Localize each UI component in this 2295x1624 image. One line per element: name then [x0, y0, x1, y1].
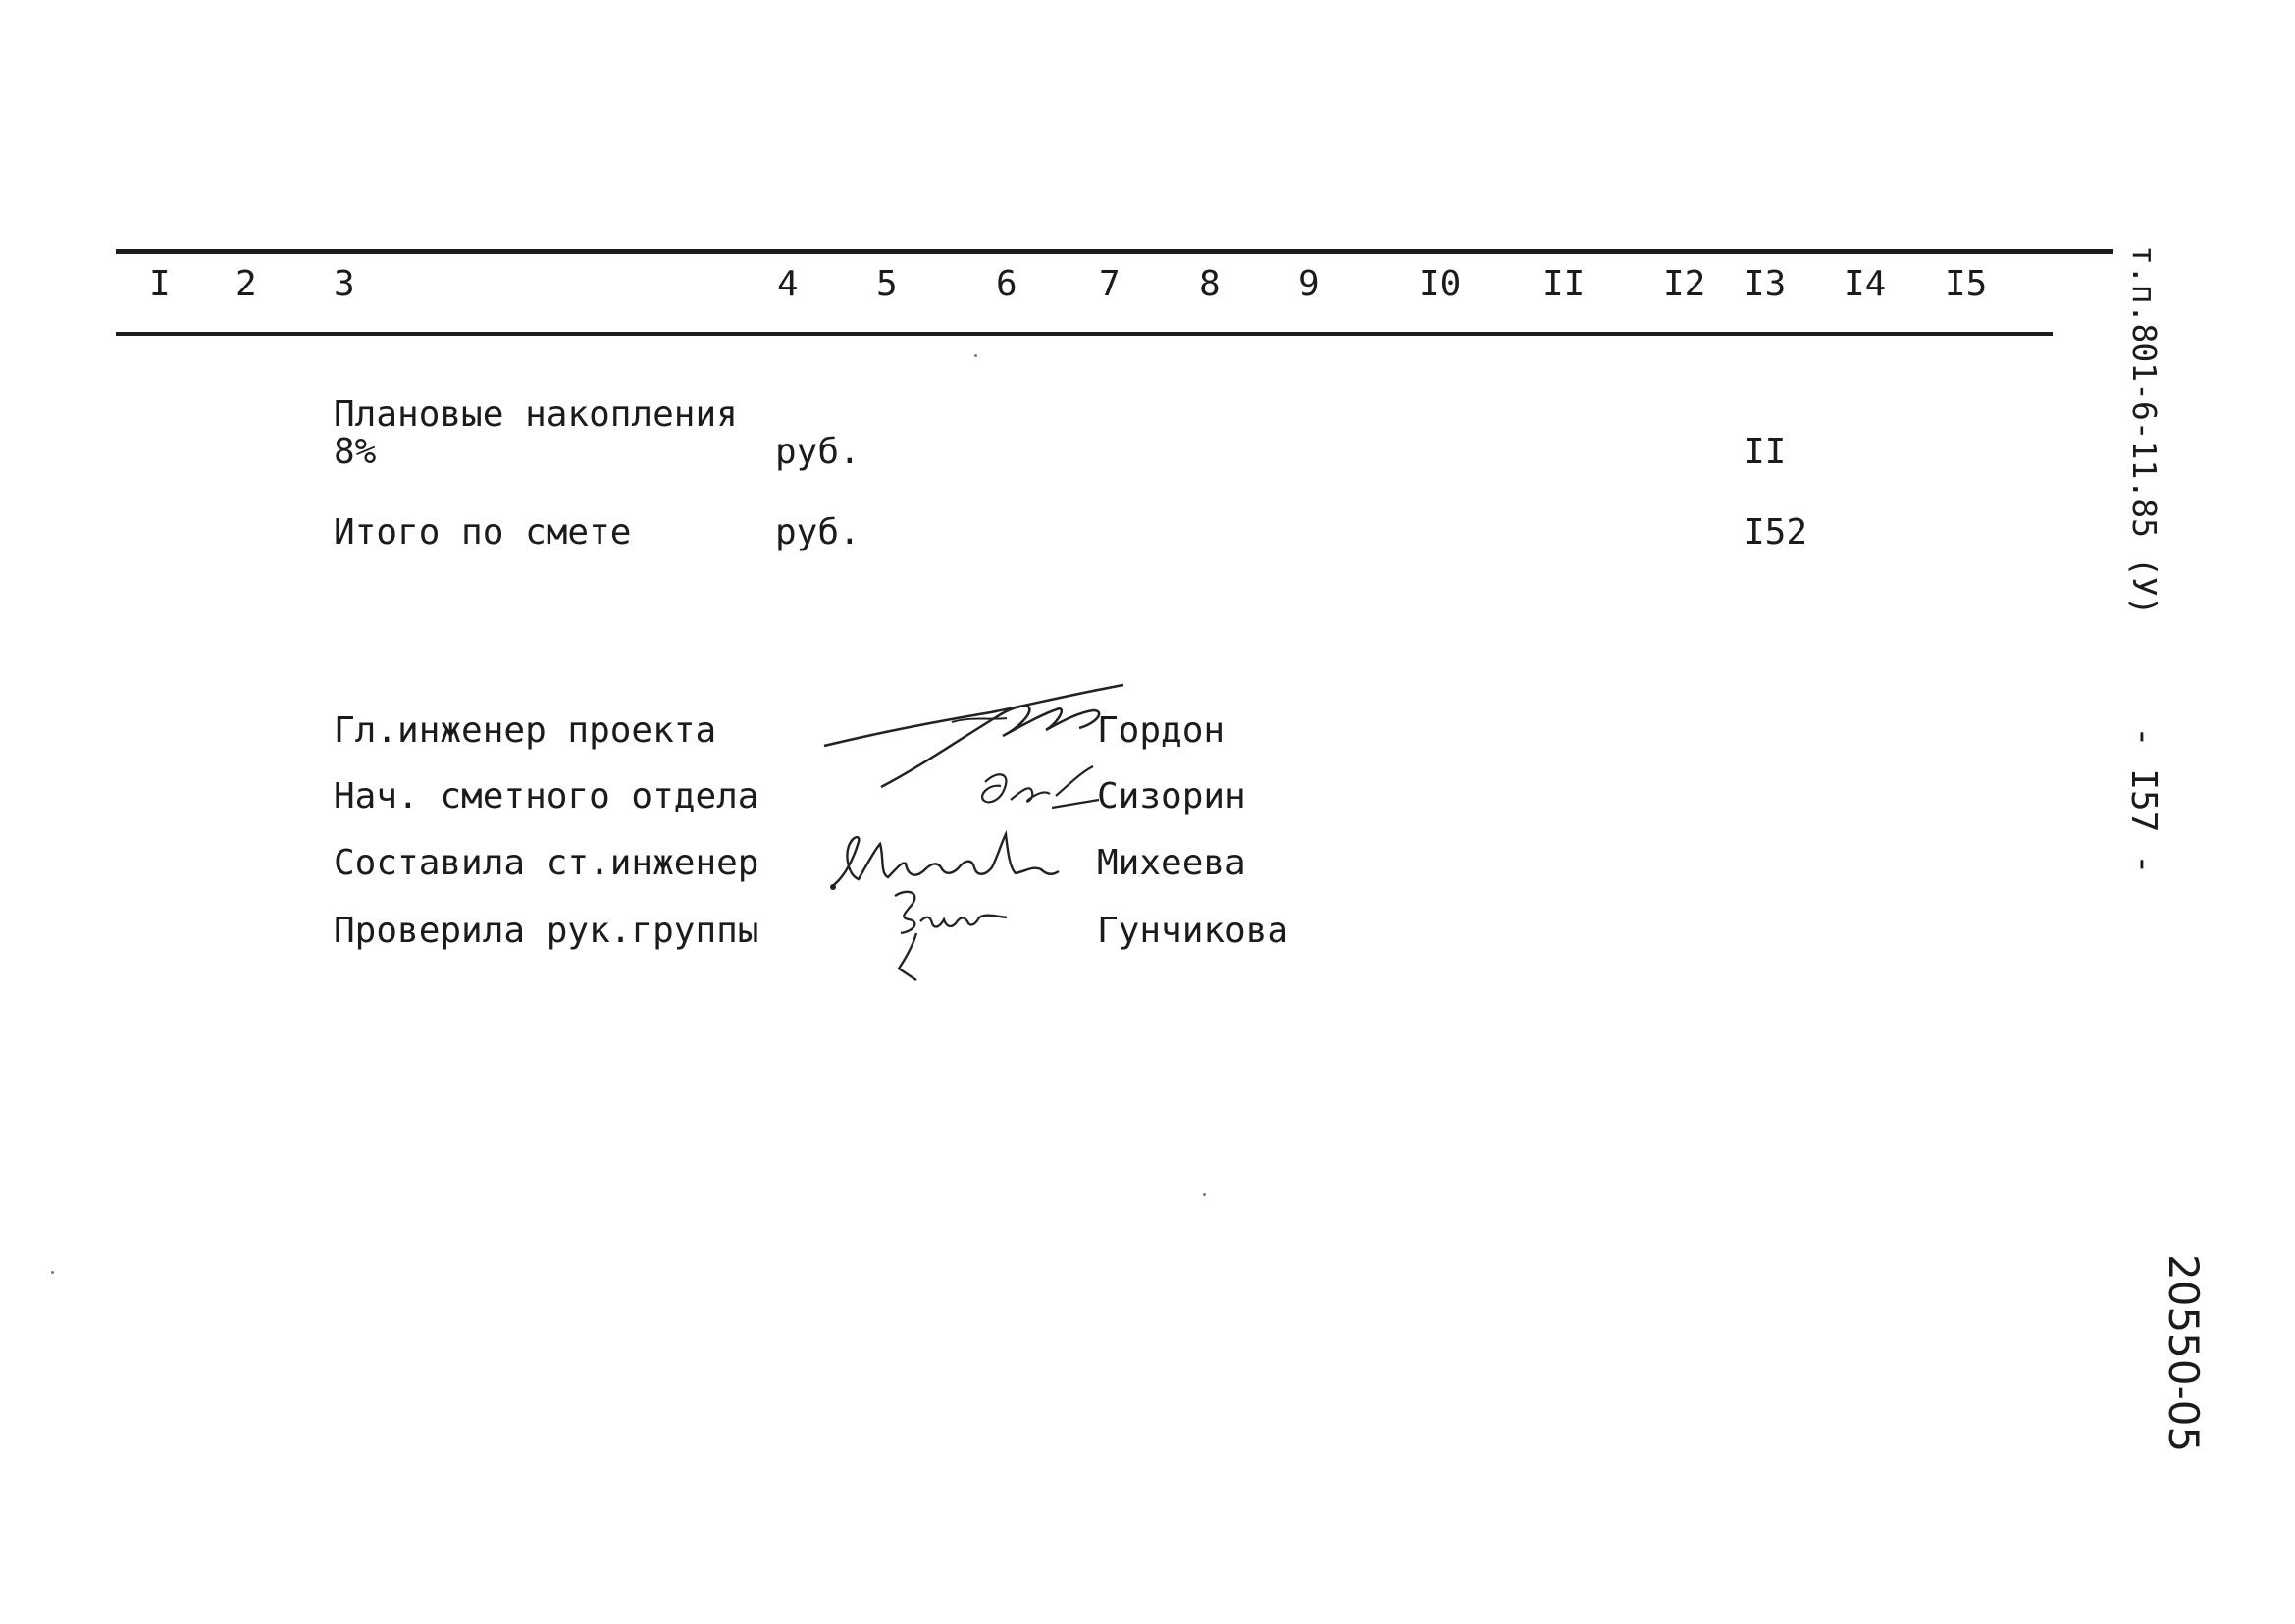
column-number-8: 8 [1199, 264, 1221, 304]
column-number-12: I2 [1663, 264, 1706, 304]
scan-speck [51, 1271, 54, 1274]
row-value: II [1744, 432, 1787, 472]
scan-speck [1203, 1193, 1206, 1196]
page-number: - I57 - [2123, 726, 2164, 875]
signer-name: Гунчикова [1097, 911, 1289, 951]
column-number-13: I3 [1744, 264, 1787, 304]
column-number-10: I0 [1419, 264, 1462, 304]
column-number-9: 9 [1298, 264, 1320, 304]
signature-gunchikova [873, 878, 1020, 986]
signer-name: Сизорин [1097, 776, 1246, 816]
column-number-2: 2 [235, 264, 257, 304]
column-number-11: II [1542, 264, 1586, 304]
signer-name: Михеева [1097, 843, 1246, 883]
row-label-percent: 8% [334, 432, 377, 472]
table-top-rule [116, 249, 2113, 254]
signature-sizorin [971, 760, 1109, 819]
signer-role: Гл.инженер проекта [334, 710, 717, 751]
column-number-1: I [149, 264, 171, 304]
archive-number-stamp: 20550-05 [2160, 1254, 2208, 1453]
signer-role: Нач. сметного отдела [334, 776, 759, 816]
signer-role: Составила ст.инженер [334, 843, 759, 883]
column-number-6: 6 [996, 264, 1017, 304]
document-code-stamp: т.п.801-6-11.85 (У) [2125, 245, 2164, 616]
row-unit: руб. [775, 512, 861, 552]
column-number-3: 3 [334, 264, 355, 304]
row-label: Плановые накопления [334, 394, 738, 435]
column-number-7: 7 [1099, 264, 1121, 304]
table-header-rule [116, 332, 2053, 336]
row-unit: руб. [775, 432, 861, 472]
column-number-5: 5 [876, 264, 898, 304]
column-number-14: I4 [1844, 264, 1887, 304]
row-label: Итого по смете [334, 512, 632, 552]
column-number-15: I5 [1945, 264, 1988, 304]
signer-name: Гордон [1097, 710, 1226, 751]
column-number-4: 4 [777, 264, 799, 304]
signer-role: Проверила рук.группы [334, 911, 759, 951]
scan-speck [974, 354, 977, 357]
row-value: I52 [1744, 512, 1808, 552]
